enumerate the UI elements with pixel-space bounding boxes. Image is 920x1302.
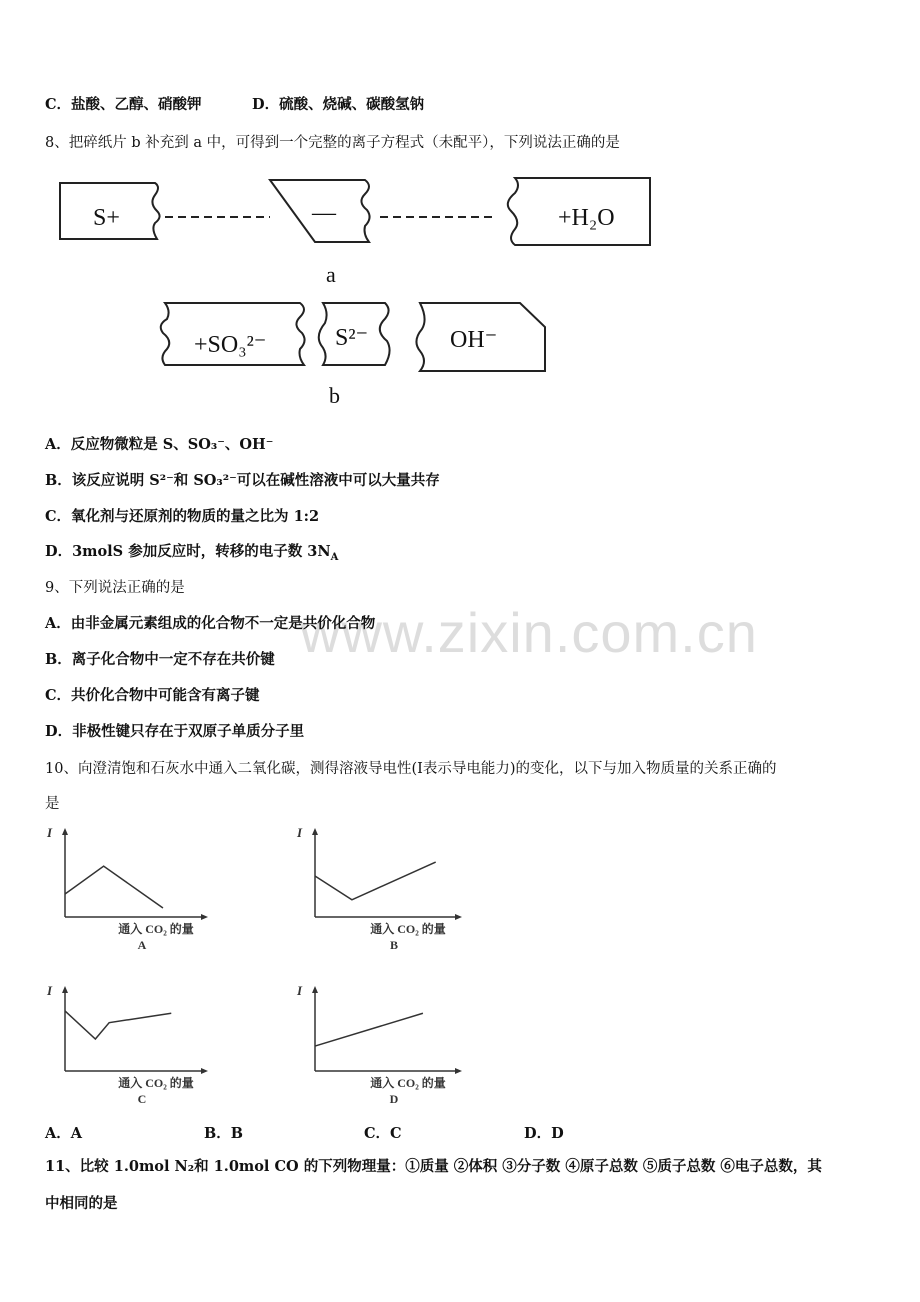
x-axis-label: 通入 CO₂ 的量: [370, 1076, 446, 1090]
q8-option-a: A．反应物微粒是 S、SO₃⁻、OH⁻: [45, 436, 274, 453]
y-axis-label: I: [297, 825, 303, 840]
x-axis-label: 通入 CO₂ 的量: [118, 1076, 194, 1090]
x-axis-label: 通入 CO₂ 的量: [370, 922, 446, 936]
chart-name: A: [137, 938, 147, 952]
piece-a1-text: S+: [93, 205, 120, 231]
q8-option-b: B．该反应说明 S²⁻和 SO₃²⁻可以在碱性溶液中可以大量共存: [45, 472, 440, 489]
q9-option-b: B．离子化合物中一定不存在共价键: [45, 651, 275, 668]
q7-option-d: D．硫酸、烧碱、碳酸氢钠: [252, 96, 425, 113]
q10-option-b: B．B: [204, 1125, 244, 1142]
chart-name: B: [389, 938, 399, 952]
q10-stem-cont: 是: [45, 796, 60, 812]
chart-name: C: [137, 1092, 147, 1106]
q9-stem: 9、下列说法正确的是: [45, 580, 185, 596]
q8-option-d-sub: A: [330, 551, 339, 563]
q7-option-c: C．盐酸、乙醇、硝酸钾: [45, 96, 202, 113]
y-axis-label: I: [47, 983, 53, 998]
label-a: a: [326, 262, 336, 287]
piece-b2-text: S²⁻: [335, 325, 369, 351]
x-axis-label: 通入 CO₂ 的量: [118, 922, 194, 936]
y-axis-arrow: [312, 986, 318, 993]
piece-b3-text: OH⁻: [450, 327, 498, 353]
q10-option-d: D．D: [524, 1125, 564, 1142]
q10-option-a: A．A: [45, 1125, 83, 1142]
piece-a3-text: +H₂O: [558, 205, 615, 231]
q9-option-d: D．非极性键只存在于双原子单质分子里: [45, 723, 305, 740]
q10-option-c: C．C: [364, 1125, 402, 1142]
q11-stem-cont: 中相同的是: [45, 1195, 118, 1212]
q9-option-a: A．由非金属元素组成的化合物不一定是共价化合物: [45, 615, 376, 632]
chart-name: D: [389, 1092, 399, 1106]
label-b: b: [329, 383, 340, 408]
q8-option-c: C．氧化剂与还原剂的物质的量之比为 1:2: [45, 508, 320, 525]
series-line-D: [315, 1013, 423, 1046]
watermark: www.zixin.com.cn: [300, 601, 758, 664]
piece-b1-text: +SO₃²⁻: [194, 332, 267, 358]
q8-stem: 8、把碎纸片 b 补充到 a 中，可得到一个完整的离子方程式（未配平），下列说法正确的是: [45, 135, 620, 151]
x-axis-arrow: [455, 1068, 462, 1074]
q11-stem: 11、比较 1.0mol N₂和 1.0mol CO 的下列物理量：①质量 ②体积 ③分子数 ④原子总数 ⑤质子总数 ⑥电子总数，其: [45, 1158, 822, 1175]
y-axis-label: I: [47, 825, 53, 840]
piece-a2-text: —: [312, 200, 336, 226]
q9-option-c: C．共价化合物中可能含有离子键: [45, 687, 260, 704]
y-axis-label: I: [297, 983, 303, 998]
q8-option-d-text: D．3molS 参加反应时，转移的电子数 3N: [45, 543, 331, 560]
q10-stem: 10、向澄清饱和石灰水中通入二氧化碳，测得溶液导电性(I表示导电能力)的变化，以下与加入物质量的关系正确的: [45, 761, 777, 777]
